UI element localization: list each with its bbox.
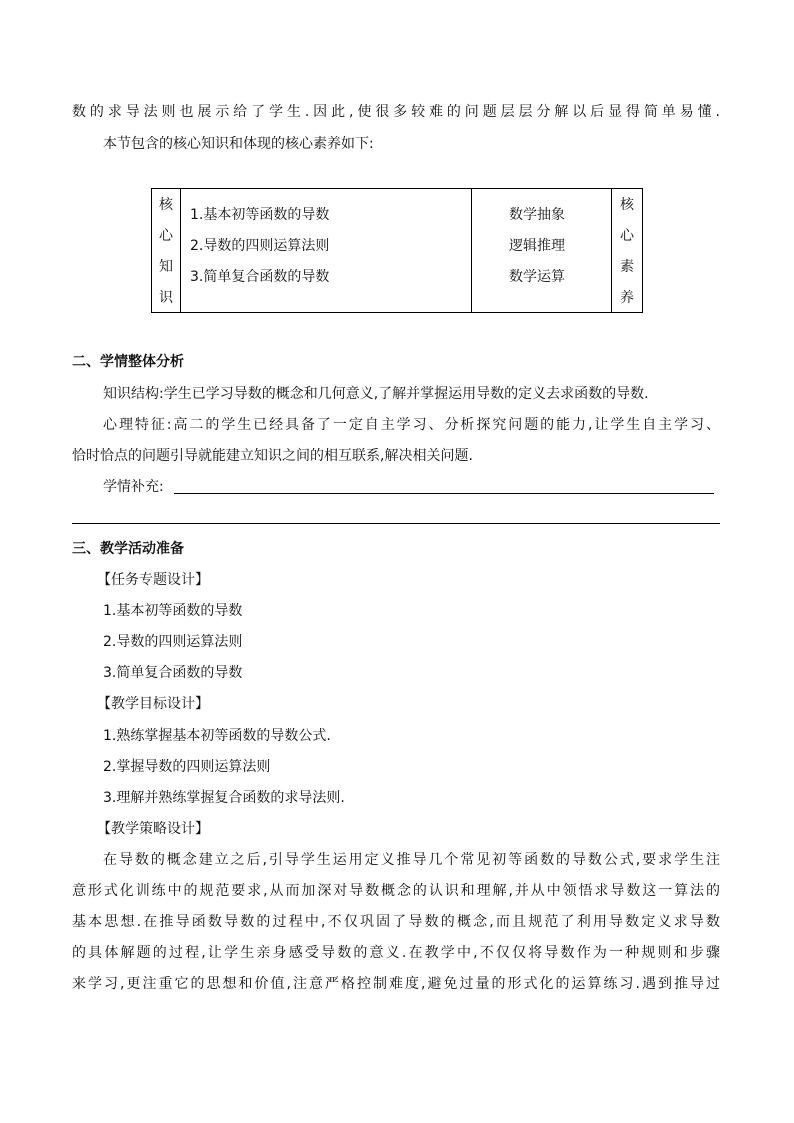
right-header-char: 心 xyxy=(620,228,634,245)
psych-line-2: 恰时恰点的问题引导就能建立知识之间的相互联系,解决相关问题. xyxy=(72,448,473,464)
section-2-title: 二、学情整体分析 xyxy=(72,354,184,370)
strategy-line: 来学习,更注重它的思想和价值,注意严格控制难度,避免过量的形式化的运算练习.遇到推导过 xyxy=(72,976,720,992)
section-3-title: 三、教学活动准备 xyxy=(72,541,184,557)
right-header-char: 素 xyxy=(620,258,634,275)
literacy-item: 数学抽象 xyxy=(509,207,565,223)
literacy-item: 数学运算 xyxy=(509,269,565,285)
task-design-title: 【任务专题设计】 xyxy=(97,572,209,588)
intro-line-2: 本节包含的核心知识和体现的核心素养如下: xyxy=(103,136,374,152)
strategy-line: 基本思想.在推导函数导数的过程中,不仅巩固了导数的概念,而且规范了利用导数定义求导数 xyxy=(72,914,720,930)
goal-design-title: 【教学目标设计】 xyxy=(97,696,209,712)
intro-line-1: 数的求导法则也展示给了学生.因此,使很多较难的问题层层分解以后显得简单易懂. xyxy=(72,104,720,120)
strategy-line: 意形式化训练中的规范要求,从而加深对导数概念的认识和理解,并从中领悟求导数这一算法的 xyxy=(72,883,720,899)
supplement-fill-line[interactable] xyxy=(174,493,714,494)
strategy-line: 在导数的概念建立之后,引导学生运用定义推导几个常见初等函数的导数公式,要求学生注 xyxy=(103,852,720,868)
knowledge-item: 3.简单复合函数的导数 xyxy=(190,269,330,285)
strategy-line: 的具体解题的过程,让学生亲身感受导数的意义.在教学中,不仅仅将导数作为一种规则和步骤 xyxy=(72,945,720,961)
psych-line-1: 心理特征:高二的学生已经具备了一定自主学习、分析探究问题的能力,让学生自主学习、 xyxy=(103,417,720,433)
knowledge-structure: 知识结构:学生已学习导数的概念和几何意义,了解并掌握运用导数的定义去求函数的导数. xyxy=(103,386,649,402)
task-item: 2.导数的四则运算法则 xyxy=(103,634,243,650)
task-item: 1.基本初等函数的导数 xyxy=(103,603,243,619)
literacy-cell xyxy=(509,200,565,293)
left-header-char: 识 xyxy=(159,289,173,306)
right-header-char: 核 xyxy=(620,197,634,214)
right-header-char: 养 xyxy=(620,289,634,306)
left-header-char: 心 xyxy=(159,228,173,245)
knowledge-item: 1.基本初等函数的导数 xyxy=(190,207,330,223)
supplement-label: 学情补充: xyxy=(103,479,164,495)
table-divider xyxy=(471,189,472,312)
goal-item: 2.掌握导数的四则运算法则 xyxy=(103,759,271,775)
strategy-design-title: 【教学策略设计】 xyxy=(97,821,209,837)
left-header xyxy=(152,189,180,312)
core-knowledge-table xyxy=(151,188,643,313)
goal-item: 3.理解并熟练掌握复合函数的求导法则. xyxy=(103,790,345,806)
left-header-char: 知 xyxy=(159,258,173,275)
table-divider xyxy=(611,189,612,312)
goal-item: 1.熟练掌握基本初等函数的导数公式. xyxy=(103,728,331,744)
left-header-char: 核 xyxy=(159,197,173,214)
knowledge-item: 2.导数的四则运算法则 xyxy=(190,238,330,254)
task-item: 3.简单复合函数的导数 xyxy=(103,665,243,681)
table-divider xyxy=(180,189,181,312)
knowledge-cell xyxy=(190,200,329,293)
right-header xyxy=(613,189,641,312)
supplement-fill-line-2[interactable] xyxy=(72,523,720,524)
literacy-item: 逻辑推理 xyxy=(509,238,565,254)
